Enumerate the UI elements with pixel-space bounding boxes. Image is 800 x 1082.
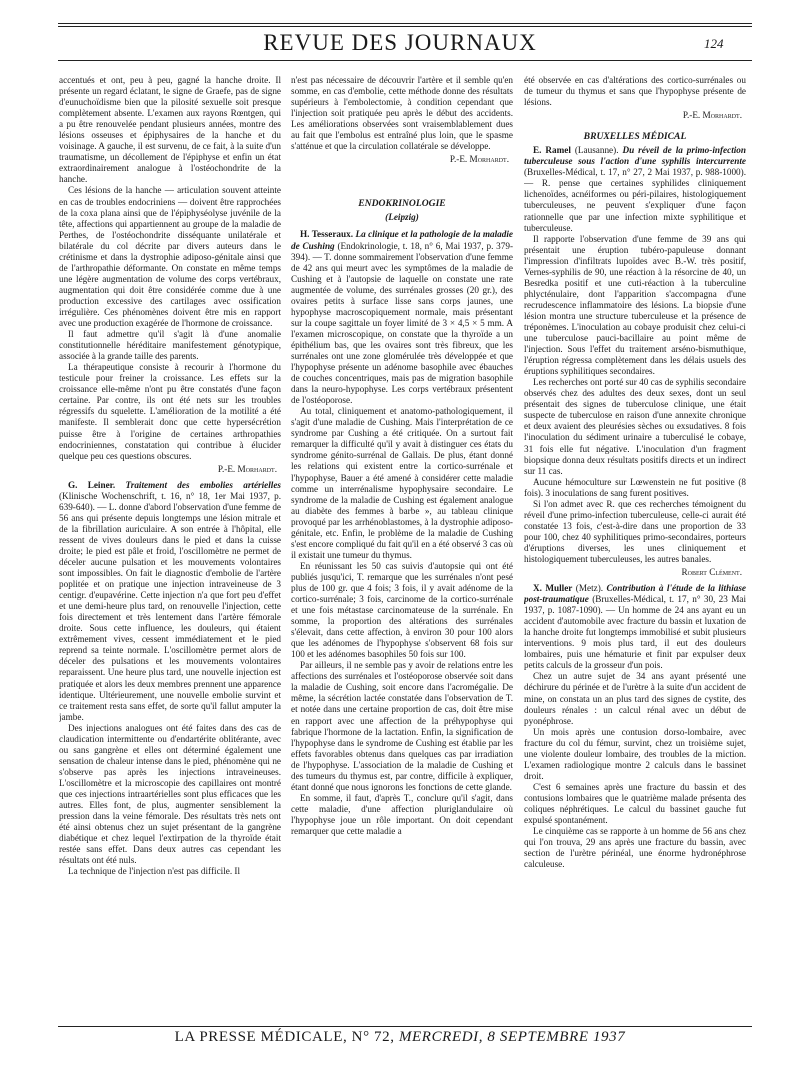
paragraph: Si l'on admet avec R. que ces recherches témoignent du réveil d'une primo-infection tuberculeuse, celle-ci aurait été constatée 13 fois, c'est-à-dire dans une proportion de 33 pour 100, chez 40 syphilitiques primo-secondaires, porteurs d'éruptions diverses, les unes cliniquement et histologiquement tuberculeuses, les autres banales. <box>524 498 746 564</box>
paragraph: En réunissant les 50 cas suivis d'autopsie qui ont été publiés jusqu'ici, T. remarque que les surrénales n'ont pesé plus de 100 gr. que 4 fois; 3 fois, il y avait adénome de la cortico-surrénale; 3 fois, carcinome de la cortico-surrénale et une fois métastase carcinomateuse de la surrénale. En somme, la proportion des altérations des surrénales s'élevait, dans cette affection, à environ 30 pour 100 alors que les adénomes de l'hypophyse s'observent 68 fois sur 100 et les adénomes basophiles 50 fois sur 100. <box>291 560 513 660</box>
author-signature: P.-E. Morhardt. <box>449 154 509 165</box>
author-signature: Robert Clément. <box>681 567 742 578</box>
article-reference: (Klinische Wochenschrift, t. 16, n° 18, 1er Mai 1937, p. 639-640). — L. donne d'abord l'observation d'une femme de 56 ans qui présente depuis longtemps une lésion mitrale et de la fibrillation auriculaire. A son entrée à l'hôpital, elle ressent de vives douleurs dans le pied et dans la cuisse droite; le pied est pâle et froid, l'oscillomètre ne permet de déceler aucune pulsation et les mouvements volontaires sont impossibles. On fait le diagnostic d'embolie de l'artère poplitée et on pratique une injection intraveineuse de 3 centigr. d'eupavérine. Cette injection n'a que fort peu d'effet et une demi-heure plus tard, on renouvelle l'injection, cette fois directement et très lentement dans l'artère fémorale droite. Sous cette influence, les douleurs, qui étaient extrêmement vives, cessent immédiatement et le pied reprend sa teinte normale. L'oscillomètre permet alors de déceler des pulsations et les mouvements volontaires reparaissent. Une heure plus tard, une nouvelle injection est pratiquée et alors les deux membres prennent une apparence identique. Ultérieurement, une nouvelle embolie survint et ce traitement resta sans effet, de sorte qu'il fallut amputer la jambe. <box>59 490 281 722</box>
paragraph: Au total, cliniquement et anatomo-pathologiquement, il s'agit d'une maladie de Cushing. Mais l'interprétation de ce syndrome par Cushing a été critiquée. On a surtout fait remarquer la difficulté qu'il y avait à distinguer ces états du syndrome génito-surrénal de Gallais. De plus, étant donné les relations qui existent entre la cortico-surrénale et l'hypophyse, Bauer a été amené à considérer cette maladie comme un interrénalisme hypophysaire secondaire. Le syndrome de la maladie de Cushing est également analogue au diabète des femmes à barbe », au tableau clinique provoqué par les arrhénoblastomes, à la dystrophie adiposo-génitale, etc. Enfin, le problème de la maladie de Cushing s'est encore compliqué du fait qu'il en a été observé 3 cas où il existait une tumeur du thymus. <box>291 406 513 560</box>
article-reference: (Bruxelles-Médical, t. 17, n° 27, 2 Mai 1937, p. 988-1000). — R. pense que certaines syphilides cliniquement lichenoïdes, acnéiformes ou péri-pilaires, histologiquement tuberculeuses, ne peuvent s'expliquer d'une façon rationnelle que par une infection mixte syphilitique et tuberculeuse. <box>524 167 746 233</box>
paragraph: Il faut admettre qu'il s'agit là d'une anomalie constitutionnelle héréditaire manifestement génotypique, associée à la grande taille des parents. <box>59 329 281 362</box>
paragraph: Aucune hémoculture sur Lœwenstein ne fut positive (8 fois). 3 inoculations de sang furent positives. <box>524 476 746 498</box>
article-author: E. Ramel <box>533 145 571 156</box>
section-subheading: (Leipzig) <box>385 212 419 223</box>
article-city: (Metz). <box>575 583 604 594</box>
article-entry <box>524 583 746 671</box>
author-signature: P.-E. Morhardt. <box>682 110 742 121</box>
page-number: 124 <box>704 36 724 51</box>
paragraph: accentués et ont, peu à peu, gagné la hanche droite. Il présente un regard éclatant, le signe de Graefe, pas de signe d'eunuchoïdisme bien que la pilosité sexuelle soit presque complètement absente. L'examen aux rayons Rœntgen, qui a pu être renouvelée pendant plusieurs années, montre des lésions osseuses et épiphysaires de la hanche et du voisinage. A gauche, il est survenu, de ce fait, à la suite d'un traumatisme, un décollement de l'épiphyse et enfin un état extraordinairement analogue à l'ostéochondrite de la hanche. <box>59 75 281 185</box>
column-3 <box>524 75 746 1007</box>
page-footer <box>0 1030 800 1045</box>
paragraph: Il rapporte l'observation d'une femme de 39 ans qui présentait une éruption tubéro-papuleuse donnant l'impression d'infiltrats lupoïdes avec B.-W. très positif, Vernes-syphilis de 90, une réaction à la résorcine de 40, un Besredka positif et une cuti-réaction à la tuberculine phlycténulaire, dont l'apparition s'accompagna d'une recrudescence inflammatoire des lésions. La biopsie d'une lésion montra une structure tuberculeuse et la présence de tréponèmes. L'inoculation au cobaye produisit chez celui-ci une tuberculose pauci-bacillaire au point même de l'injection. Sous l'effet du traitement arséno-bismuthique, l'éruption régressa complètement dans les délais usuels des éruptions syphilitiques secondaires. <box>524 233 746 377</box>
article-city: (Lausanne). <box>574 145 619 156</box>
paragraph: C'est 6 semaines après une fracture du bassin et des contusions lombaires que le quatrième malade présenta des coliques néphrétiques. Le calcul du bassinet gauche fut expulsé spontanément. <box>524 781 746 826</box>
paragraph: Le cinquième cas se rapporte à un homme de 56 ans chez qui l'on trouva, 29 ans après une fracture du bassin, avec section de l'urètre périnéal, une énorme hydronéphrose calculeuse. <box>524 826 746 870</box>
article-author: H. Tesseraux. <box>300 229 353 240</box>
paragraph: Par ailleurs, il ne semble pas y avoir de relations entre les affections des surrénales et l'ostéoporose observée soit dans la maladie de Cushing, soit encore dans l'acromégalie. De même, la sécrétion lactée constatée dans l'observation de T. et notée dans une certaine proportion de cas, doit être mise en rapport avec une affection de la préhypophyse qui fabrique l'hormone de la lactation. Enfin, la signification de l'hypophyse dans le syndrome de Cushing est établie par les effets favorables obtenus dans quelques cas par irradiation de l'hypophyse. L'association de la maladie de Cushing et des tumeurs du thymus est, par contre, difficile à expliquer, étant donné que nous ignorons les fonctions de cette glande. <box>291 660 513 792</box>
header-top-rule <box>58 23 752 24</box>
article-author: G. Leiner. <box>68 479 116 490</box>
section-heading: BRUXELLES MÉDICAL <box>583 131 687 143</box>
article-entry <box>524 145 746 233</box>
column-2 <box>291 75 513 1007</box>
paragraph: En somme, il faut, d'après T., conclure qu'il s'agit, dans cette maladie, d'une affection pluriglandulaire où l'hypophyse joue un rôle important. On doit cependant remarquer que cette maladie a <box>291 792 513 836</box>
section-heading: ENDOKRINOLOGIE <box>358 198 446 210</box>
paragraph: Chez un autre sujet de 34 ans ayant présenté une déchirure du périnée et de l'urètre à la suite d'un accident de mine, on constata un an plus tard des signes de cystite, des douleurs rénales : un calcul rénal avec un début de pyonéphrose. <box>524 671 746 726</box>
article-reference: (Endokrinologie, t. 18, n° 6, Mai 1937, p. 379-394). — T. donne sommairement l'observation d'une femme de 42 ans qui meurt avec les symptômes de la maladie de Cushing et à l'autopsie de laquelle on constate une rate augmentée de volume, des surrénales grosses (20 gr.), des ovaires petits à surface lisse sans corps jaunes, une hypophyse macroscopiquement normale, mais présentant sur la coupe sagittale un foyer limité de 3 × 4,5 × 5 mm. A l'examen microscopique, on constate que la thyroïde a un épithélium bas, que les ovaires sont très fibreux, que les surrénales ont une zone glomérulée très développée et que l'hypophyse présente un adénome basophile avec ébauches de couches concentriques, mais pas de migration basophile dans la neuro-hypophyse. Les corps vertébraux présentent de l'ostéoporose. <box>291 240 513 406</box>
header-bottom-rule <box>58 60 752 61</box>
paragraph: Ces lésions de la hanche — articulation souvent atteinte en cas de troubles endocriniens — doivent être rapprochées de la coxa plana ainsi que de l'épiphyséolyse juvénile de la tête, affections qui appartiennent au groupe de la maladie de Perthes, de l'ostéochondrite disséquante unilatérale et bilatérale du col décrite par divers auteurs dans le crétinisme et dans la dystrophie adiposo-génitale ainsi que de l'arthropathie déformante. On constate en même temps une légère augmentation de volume des corps vertébraux, augmentation qui doit être considérée comme due à une production excessive des cartilages avec ossification irrégulière. Ces phénomènes doivent être mis en rapport avec une production exagérée de l'hormone de croissance. <box>59 185 281 329</box>
article-entry <box>59 480 281 723</box>
article-title: Traitement des embolies artérielles <box>125 479 281 490</box>
paragraph: Un mois après une contusion dorso-lombaire, avec fracture du col du fémur, survint, chez un troisième sujet, une violente douleur lombaire, des troubles de la miction. L'examen radiologique montre 2 calculs dans le bassinet droit. <box>524 726 746 781</box>
paragraph: Des injections analogues ont été faites dans des cas de claudication intermittente ou d'endartérite oblitérante, avec ou sans gangrène et elles ont déterminé également une sensation de chaleur intense dans le pied, phénomène qui ne s'observe pas après les injections intraveineuses. L'oscillomètre et la microscopie des capillaires ont montré que ces injections intraartérielles sont plus efficaces que les autres. Elles font, de plus, augmenter sensiblement la pression dans la veine fémorale. Des résultats très nets ont été ainsi obtenus chez un sujet présentant de la gangrène diabétique et chez lequel l'extirpation de la thyroïde était restée sans effet. Dans deux autres cas cependant les résultats ont été nuls. <box>59 722 281 866</box>
footer-journal: LA PRESSE MÉDICALE, N° 72, <box>174 1029 395 1045</box>
author-signature: P.-E. Morhardt. <box>217 463 277 474</box>
article-entry <box>291 229 513 406</box>
paragraph: Les recherches ont porté sur 40 cas de syphilis secondaire observés chez des adultes des deux sexes, dont un seul présentait des signes de tuberculose clinique, une était suspecte de tuberculose en raison d'une annexite chronique et deux avaient des pleurésies sèches ou exsudatives. 8 fois l'inoculation du sédiment urinaire a tuberculisé le cobaye, 31 fois elle fut négative. L'inoculation d'un fragment biopsique donna deux résultats positifs directs et un indirect sur 11 cas. <box>524 377 746 476</box>
article-reference: (Bruxelles-Médical, t. 17, n° 30, 23 Mai 1937, p. 1087-1090). — Un homme de 24 ans ayant eu un accident d'automobile avec fracture du bassin et luxation de la hanche droite fut longtemps immobilisé et subit plusieurs interventions. 9 mois plus tard, il eut des douleurs lombaires, puis une hématurie et finit par expulser deux petits calculs de la grosseur d'un pois. <box>524 594 746 671</box>
article-title: Du réveil de la primo-infection tuberculeuse sous l'action d'une syphilis intercurrente <box>524 145 746 167</box>
article-author: X. Muller <box>533 583 573 594</box>
footer-date: MERCREDI, 8 SEPTEMBRE 1937 <box>398 1029 626 1045</box>
paragraph: n'est pas nécessaire de découvrir l'artère et il semble qu'en somme, en cas d'embolie, cette méthode donne des résultats supérieurs à l'embolectomie, à condition cependant que l'injection soit pratiquée peu après le début des accidents. Les améliorations observées sont vraisemblablement dues au fait que l'embolus est entraîné plus loin, que le spasme s'atténue et que la circulation collatérale se développe. <box>291 75 513 152</box>
running-header-title: REVUE DES JOURNAUX <box>263 30 537 55</box>
article-title: Contribution à l'étude de la lithiase post-traumatique <box>524 583 746 605</box>
paragraph: été observée en cas d'altérations des cortico-surrénales ou de tumeur du thymus et sans que l'hypophyse présente de lésions. <box>524 75 746 108</box>
column-1 <box>59 75 281 1007</box>
paragraph: La thérapeutique consiste à recourir à l'hormone du testicule pour freiner la croissance. Les effets sur la croissance elle-même n'ont pu être constatés d'une façon certaine. Par contre, ils ont été nets sur les troubles régressifs du squelette. L'amélioration de la motilité a été manifeste. Il semblerait donc que cette hypersécrétion puisse être à l'origine de certaines arthropathies endocriniennes, constatation qui contribue à élucider quelque peu ces questions obscures. <box>59 362 281 461</box>
section-spacer <box>291 170 513 188</box>
header-top-rule-2 <box>58 26 752 27</box>
article-title: La clinique et la pathologie de la maladie de Cushing <box>291 229 513 251</box>
footer-rule <box>58 1026 752 1027</box>
paragraph: La technique de l'injection n'est pas difficile. Il <box>68 866 241 877</box>
